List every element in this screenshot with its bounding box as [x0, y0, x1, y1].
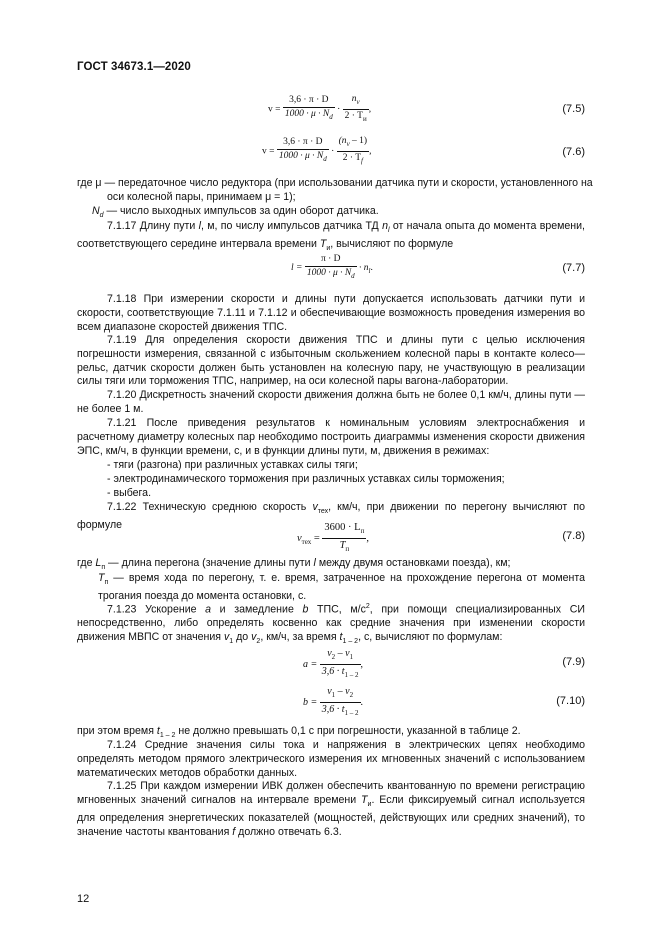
- equation-number-7-8: (7.8): [562, 530, 585, 542]
- paragraph-7-1-24: 7.1.24 Средние значения силы тока и напряжения в электрических цепях необходимо определять методом прямого электрического измерения их мгновенных значений с использованием математических методов обработки данных.: [77, 739, 585, 779]
- equation-number-7-9: (7.9): [562, 656, 585, 668]
- equation-number-7-5: (7.5): [562, 103, 585, 115]
- equation-7-5: v = $\frac{3,6 \cdot \pi \cdot D}{1000 \cdot \mu \cdot N_d}$ · $\frac{n_v}{2 \cdot T_и}$ ,: [268, 94, 372, 123]
- document-header: ГОСТ 34673.1—2020: [77, 61, 191, 73]
- equation-number-7-7: (7.7): [562, 262, 585, 274]
- after-7-10: при этом время $t_{1 - 2}$ не должно превышать 0,1 с при погрешности, указанной в таблице 2.: [77, 725, 521, 740]
- equation-7-6: v = $\frac{3,6 \cdot \pi \cdot D}{1000 \cdot \mu \cdot N_d}$ · $\frac{(n_v - 1)}{2 \cdot T_f}$ ,: [262, 136, 372, 165]
- paragraph-7-1-21: 7.1.21 После приведения результатов к номинальным условиям электроснабжения и расчетному диаметру колесных пар необходимо построить диаграммы изменения скорости движения ЭПС, км/ч, в функции времени, с, и в функции длины пути, м, движения в режимах:: [77, 417, 585, 457]
- paragraph-7-1-17: 7.1.17 Длину пути l, м, по числу импульсов датчика ТД $n_l$ от начала опыта до момента времени, соответствующего середине интервала времени $T_и$, вычисляют по формуле: [77, 220, 586, 253]
- where-L: где $L_п$ — длина перегона (значение длины пути l между двумя остановками поезда), км;: [77, 557, 511, 572]
- equation-7-9: a = $\frac{v_2 - v_1}{3,6 \cdot t_{1 - 2}}$ ,: [303, 648, 364, 679]
- paragraph-7-1-20: 7.1.20 Дискретность значений скорости движения должна быть не более 0,1 км/ч, длины пути — не более 1 м.: [77, 389, 585, 415]
- paragraph-7-1-19: 7.1.19 Для определения скорости движения ТПС и длины пути с целью исключения погрешности измерения, связанной с избыточным скольжением колесной пары в контакте колесо—рельс, датчик скорости должен быть установлен на колесную пару, не участвующую в реализации силы тяги или торможения ТПС, например, на оси колесной пары вагона-лаборатории.: [77, 334, 585, 388]
- where-nd: $N_d$ — число выходных импульсов за один оборот датчика.: [92, 205, 379, 220]
- where-mu: где μ — передаточное число редуктора (при использовании датчика пути и скорости, установленного на: [77, 177, 593, 189]
- equation-7-8: $v_{тех}$ = $\frac{3600 \cdot L_п}{T_п}$ ,: [297, 522, 369, 554]
- equation-number-7-10: (7.10): [556, 695, 585, 707]
- list-item: - тяги (разгона) при различных уставках силы тяги;: [107, 459, 358, 471]
- paragraph-7-1-22: 7.1.22 Техническую среднюю скорость $v_{тех}$, км/ч, при движении по перегону вычисляют по формуле: [77, 501, 585, 531]
- equation-7-7: l = $\frac{\pi \cdot D}{1000 \cdot \mu \cdot N_d}$ · $n_l$.: [291, 254, 373, 280]
- where-mu-cont: оси колесной пары, принимаем μ = 1);: [107, 191, 296, 203]
- page-number: 12: [77, 893, 90, 905]
- paragraph-7-1-23: 7.1.23 Ускорение a и замедление b ТПС, $м/с^2$, при помощи специализированных СИ непосредственно, либо определять косвенно как средние значения при изменении скорости движения МВПС от значения $v_1$ до $v_2$, км/ч, за время $t_{1 - 2}$, с, вычисляют по формулам:: [77, 603, 585, 646]
- paragraph-7-1-25: 7.1.25 При каждом измерении ИВК должен обеспечить квантованную по времени регистрацию мгновенных значений сигналов на интервале времени $T_и$. Если фиксируемый сигнал используется для определения энергетических показателей (мощностей, действующих или средних значений), то значение частоты квантования f должно отвечать 6.3.: [77, 780, 585, 838]
- paragraph-7-1-18: 7.1.18 При измерении скорости и длины пути допускается использовать датчики пути и скорости, соответствующие 7.1.11 и 7.1.12 и обеспечивающие возможность проведения измерения во всем диапазоне скоростей движения ТПС.: [77, 293, 585, 333]
- list-item: - выбега.: [107, 487, 152, 499]
- list-item: - электродинамического торможения при различных уставках силы торможения;: [107, 473, 505, 485]
- equation-7-10: b = $\frac{v_1 - v_2}{3,6 \cdot t_{1 - 2}}$ .: [303, 686, 364, 717]
- equation-number-7-6: (7.6): [562, 146, 585, 158]
- where-Tp: $T_п$ — время хода по перегону, т. е. время, затраченное на прохождение перегона от момента трогания поезда до момента остановки, с.: [98, 572, 585, 602]
